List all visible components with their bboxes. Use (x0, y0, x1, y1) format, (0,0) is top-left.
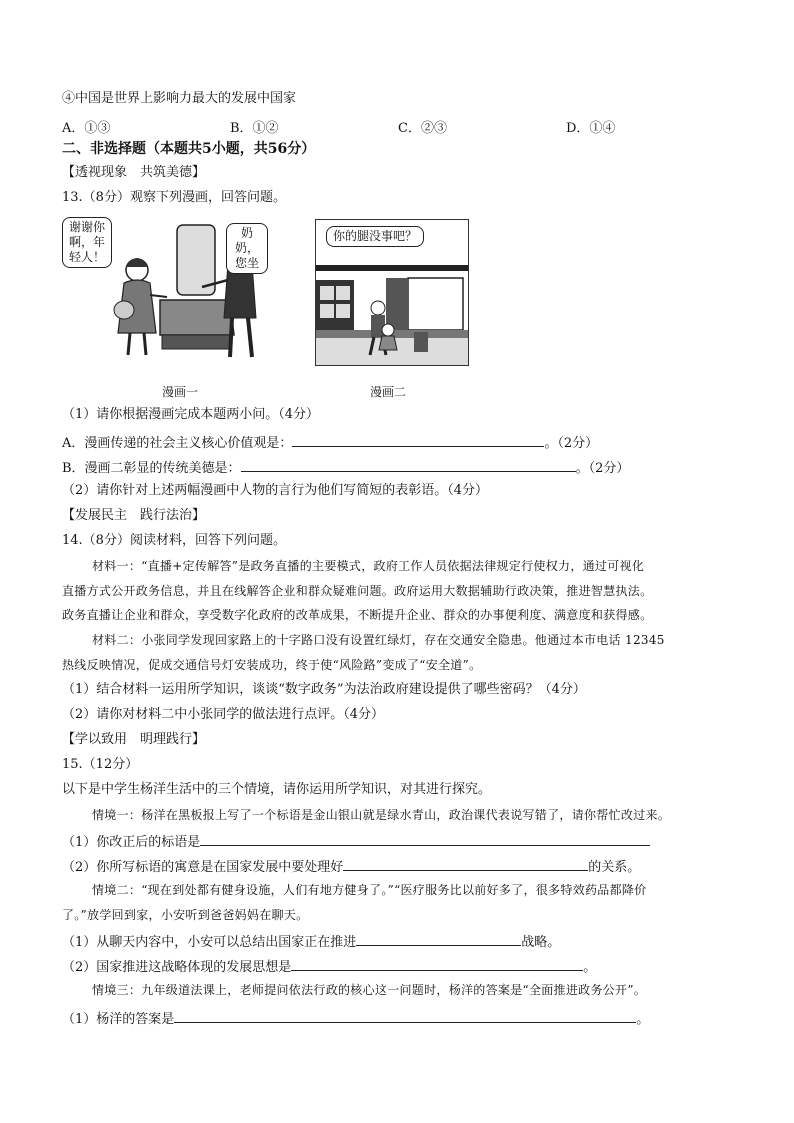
question-13-sub1: （1）请你根据漫画完成本题两小问。（4分） (62, 407, 320, 422)
scenario-two-q2-text: （2）国家推进这战略体现的发展思想是 (62, 960, 292, 975)
question-13-part-a (62, 432, 598, 453)
scenario-three-q1 (62, 1008, 649, 1029)
question-13-part-b (62, 457, 629, 478)
speech-bubble-young-man: 奶奶，您坐 (226, 223, 268, 274)
question-13-sub2: （2）请你针对上述两幅漫画中人物的言行为他们写简短的表彰语。（4分） (62, 483, 489, 498)
part-a-text: A．漫画传递的社会主义核心价值观是： (62, 436, 293, 451)
choice-c: C．②③ (398, 121, 447, 136)
answer-blank-s3q1[interactable] (174, 1008, 636, 1023)
question-14-q1: （1）结合材料一运用所学知识，谈谈“数字政务”为法治政府建设提供了哪些密码？（4分） (62, 682, 586, 697)
choice-d: D．①④ (566, 121, 616, 136)
question-14-stem: 14.（8分）阅读材料，回答下列问题。 (62, 533, 286, 548)
scenario-one-q1-text: （1）你改正后的标语是 (62, 835, 201, 850)
scenario-two-line-1: 情境二：“现在到处都有健身设施，人们有地方健身了。”“医疗服务比以前好多了，很多特效药品都降价 (92, 883, 647, 897)
material-two-line-2: 热线反映情况，促成交通信号灯安装成功，终于使“风险路”变成了“安全道”。 (62, 658, 482, 672)
question-13-stem: 13.（8分）观察下列漫画，回答问题。 (62, 190, 286, 205)
option-item-4: ④中国是世界上影响力最大的发展中国家 (62, 91, 297, 106)
cartoon-two (315, 219, 469, 366)
group-heading-1: 【透视现象 共筑美德】 (62, 165, 206, 180)
group-heading-2: 【发展民主 践行法治】 (62, 508, 206, 523)
choice-b: B．①② (230, 121, 279, 136)
scenario-one: 情境一：杨洋在黑板报上写了一个标语是金山银山就是绿水青山，政治课代表说写错了，请你帮忙改过来。 (92, 808, 671, 822)
speech-bubble-grandma: 谢谢你啊，年轻人！ (62, 217, 112, 268)
scenario-two-q2 (62, 956, 596, 977)
material-one-line-3: 政务直播让企业和群众，享受数字化政府的改革成果，不断提升企业、群众的办事便利度、满意度和获得感。 (62, 608, 653, 622)
scenario-one-q2 (62, 856, 640, 877)
material-one-line-1: 材料一：“直播+定传解答”是政务直播的主要模式，政府工作人员依据法律规定行使权力，通过可视化 (92, 559, 645, 573)
scenario-three-q1-text: （1）杨洋的答案是 (62, 1012, 175, 1027)
part-b-text: B．漫画二彰显的传统美德是： (62, 461, 241, 476)
answer-blank-s1q1[interactable] (200, 831, 650, 846)
scenario-two-q1 (62, 931, 560, 952)
speech-bubble-cartoon-two: 你的腿没事吧？ (326, 226, 424, 247)
scenario-two-q2-end: 。 (583, 960, 597, 975)
part-b-score: 。（2分） (575, 461, 630, 476)
material-one-line-2: 直播方式公开政务信息，并且在线解答企业和群众疑难问题。政府运用大数据辅助行政决策，推进智慧执法。 (62, 584, 653, 598)
answer-blank-a[interactable] (292, 432, 544, 447)
scenario-three: 情境三：九年级道法课上，老师提问依法行政的核心这一问题时，杨洋的答案是“全面推进政务公开”。 (92, 983, 647, 997)
answer-blank-b[interactable] (241, 457, 576, 472)
cartoon-one (62, 215, 272, 370)
scenario-one-q2-text: （2）你所写标语的寓意是在国家发展中要处理好 (62, 860, 344, 875)
answer-blank-s1q2[interactable] (343, 856, 588, 871)
scenario-one-q2-end: 的关系。 (588, 860, 641, 875)
scenario-two-q1-end: 战略。 (521, 935, 561, 950)
section-title: 二、非选择题（本题共5小题，共56分） (62, 141, 316, 157)
scenario-two-q1-text: （1）从聊天内容中，小安可以总结出国家正在推进 (62, 935, 357, 950)
part-a-score: 。（2分） (544, 436, 599, 451)
caption-cartoon-two: 漫画二 (370, 385, 407, 399)
question-14-q2: （2）请你对材料二中小张同学的做法进行点评。（4分） (62, 707, 385, 722)
answer-blank-s2q1[interactable] (356, 931, 521, 946)
scenario-three-q1-end: 。 (636, 1012, 650, 1027)
scenario-one-q1 (62, 831, 650, 852)
scenario-two-line-2: 了。”放学回到家，小安听到爸爸妈妈在聊天。 (62, 908, 309, 922)
material-two-line-1: 材料二：小张同学发现回家路上的十字路口没有设置红绿灯，存在交通安全隐患。他通过本市电话 12345 (92, 633, 665, 647)
group-heading-3: 【学以致用 明理践行】 (62, 732, 206, 747)
question-15-stem: 15.（12分） (62, 757, 139, 772)
question-15-intro: 以下是中学生杨洋生活中的三个情境，请你运用所学知识，对其进行探究。 (62, 782, 492, 797)
caption-cartoon-one: 漫画一 (162, 385, 199, 399)
choice-a: A．①③ (62, 121, 111, 136)
answer-blank-s2q2[interactable] (291, 956, 583, 971)
